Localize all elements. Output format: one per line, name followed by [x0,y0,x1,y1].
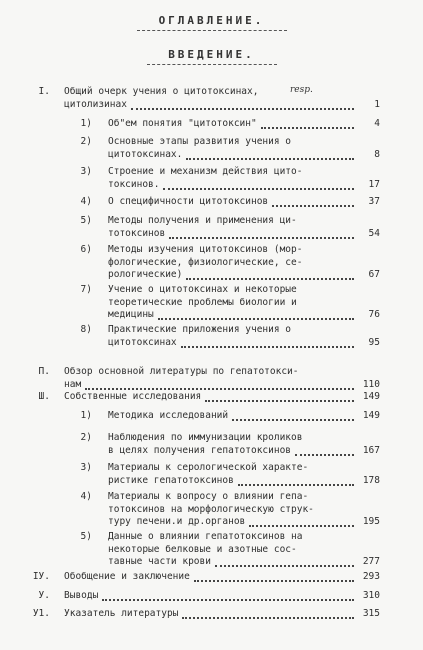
toc-entry-page: 110 [362,378,380,390]
toc-entry [0,284,423,324]
toc-entry-number: 7) [80,284,92,295]
toc-entry-page: 67 [368,269,380,280]
section-heading [0,48,423,65]
toc-entry-page: 17 [368,178,380,190]
toc-entry-page: 95 [368,336,380,348]
toc-entry-page: 195 [362,516,380,527]
toc-entry-title: Материалы к вопросу о влиянии гепа- тотоксинов на морфологическую струк- туру печени.и др.органов [108,491,314,527]
toc-entry-page: 310 [362,590,380,601]
toc-entry-number: 2) [80,432,92,443]
toc-entry-title: Данные о влиянии гепатотоксинов на некоторые белковые и азотные сос- тавные части крови [108,531,303,567]
toc-entry [0,491,423,531]
dot-leader [158,318,354,320]
toc-entry [0,136,423,163]
toc-entry-page: 149 [362,410,380,421]
toc-entry-page: 4 [374,118,380,129]
dot-leader [169,237,354,239]
title-underline [137,30,287,31]
dot-leader [85,388,354,390]
toc-entry-page: 76 [368,309,380,320]
toc-entry [0,590,423,605]
toc-entry-number: 5) [80,215,92,226]
dot-leader [181,346,354,348]
toc-entry-number: П. [38,366,50,377]
toc-entry-title: Выводы [64,590,99,601]
subtitle-underline [147,64,277,65]
page-title [0,14,423,31]
toc-entry-title: Учение о цитотоксинах и некоторые теоретические проблемы биологии и медицины [108,284,297,320]
toc-entry-page: 37 [368,196,380,207]
dot-leader [215,565,354,567]
toc-entry-number: 1) [80,410,92,421]
page-title-text: ОГЛАВЛЕНИЕ. [158,14,265,27]
toc-entry-title: Основные этапы развития учения о цитотоксинах. [108,136,292,160]
toc-entry-number: У1. [32,608,50,619]
dot-leader [249,525,354,527]
toc-entry-number: 4) [80,491,92,502]
toc-entry-title: Строение и механизм действия цито- токсинов. [108,166,303,190]
toc-entry [0,244,423,284]
dot-leader [205,400,354,402]
dot-leader [182,617,354,619]
toc-entry-title: Собственные исследования [64,391,202,402]
toc-entry-number: 3) [80,462,92,473]
toc-entry-number: 3) [80,166,92,177]
dot-leader [232,419,354,421]
toc-entry [0,86,423,113]
toc-entry-title: Практические приложения учения о цитотоксинах [108,324,292,348]
toc-entry-title: О специфичности цитотоксинов [108,196,269,207]
toc-entry-number: I. [38,86,50,97]
toc-entry-title: Методы получения и применения ци- тотоксинов [108,215,297,239]
toc-entry [0,608,423,623]
toc-entry [0,432,423,459]
section-heading-text: ВВЕДЕНИЕ. [168,48,255,61]
toc-entry-number: 6) [80,244,92,255]
toc-entry-title: Обзор основной литературы по гепатотокси- нам [64,366,299,390]
toc-entry [0,196,423,211]
toc-entry [0,410,423,425]
dot-leader [131,108,354,110]
toc-entry [0,571,423,586]
dot-leader [238,484,354,486]
toc-entry [0,324,423,351]
dot-leader [186,278,354,280]
toc-entry [0,366,423,393]
toc-entry-title: Указатель литературы [64,608,179,619]
dot-leader [186,158,354,160]
toc-entry-page: 54 [368,227,380,239]
toc-entry-page: 315 [362,608,380,619]
toc-entry [0,166,423,193]
toc-entry [0,391,423,406]
toc-entry-title: Материалы к серологической характе- ристике гепатотоксинов [108,462,309,486]
toc-entry-number: 8) [80,324,92,335]
toc-entry-number: У. [38,590,50,601]
toc-entry [0,118,423,133]
toc-entry-page: 178 [362,474,380,486]
toc-entry-title: Обобщение и заключение [64,571,190,582]
toc-entry-number: Ш. [38,391,50,402]
toc-entry [0,531,423,571]
toc-entry-page: 293 [362,571,380,582]
toc-entry-number: 4) [80,196,92,207]
toc-entry-title: Об"ем понятия "цитотоксин" [108,118,257,129]
toc-entry-number: ІУ. [32,571,50,582]
dot-leader [163,188,354,190]
toc-entry-page: 1 [374,98,380,110]
toc-entry-title: Методы изучения цитотоксинов (мор- фологические, физиологические, се- рологические) [108,244,303,280]
toc-entry [0,215,423,242]
toc-entry-page: 8 [374,148,380,160]
toc-entry [0,462,423,489]
toc-entry-page: 167 [362,444,380,456]
toc-entry-title: Общий очерк учения о цитотоксинах, цитолизинах [64,86,259,110]
toc-entry-title: Наблюдения по иммунизации кроликов в целях получения гепатотоксинов [108,432,303,456]
toc-entry-number: 1) [80,118,92,129]
toc-entry-title: Методика исследований [108,410,229,421]
toc-entry-page: 277 [362,556,380,567]
toc-entry-number: 5) [80,531,92,542]
toc-entry-page: 149 [362,391,380,402]
dot-leader [194,580,354,582]
toc-entry-number: 2) [80,136,92,147]
dot-leader [102,599,354,601]
handwritten-note: resp. [290,85,313,95]
